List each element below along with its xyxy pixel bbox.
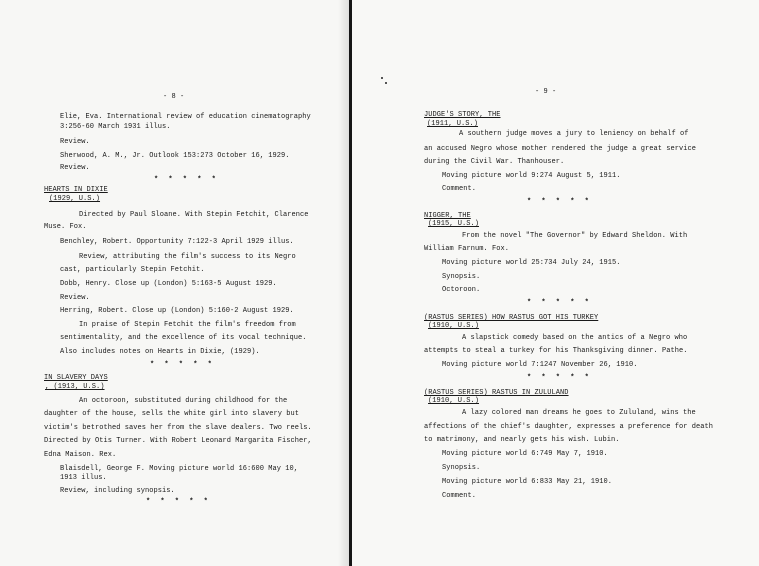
film-description: A lazy colored man dreams he goes to Zululand, wins the bbox=[462, 409, 696, 417]
citation-note: In praise of Stepin Fetchit the film's freedom from bbox=[79, 321, 296, 329]
film-title: JUDGE'S STORY, THE bbox=[424, 111, 501, 119]
film-title: HEARTS IN DIXIE bbox=[44, 186, 108, 194]
citation-line: Moving picture world 7:1247 November 26, 1910. bbox=[442, 361, 638, 369]
separator: * * * * * bbox=[150, 361, 215, 369]
film-description: victim's betrothed saves her from the slave dealers. Two reels. bbox=[44, 424, 312, 432]
citation-line: Moving picture world 9:274 August 5, 1911. bbox=[442, 172, 621, 180]
film-title: (RASTUS SERIES) RASTUS IN ZULULAND bbox=[424, 389, 569, 397]
film-year: (1915, U.S.) bbox=[428, 220, 480, 228]
film-credits: Muse. Fox. bbox=[44, 223, 87, 231]
right-page bbox=[352, 0, 759, 566]
film-description: during the Civil War. Thanhouser. bbox=[424, 158, 565, 166]
speck-mark bbox=[381, 77, 383, 79]
film-year: , (1913, U.S.) bbox=[45, 383, 105, 391]
citation-note: Comment. bbox=[442, 185, 477, 193]
film-description: to matrimony, and nearly gets his wish. Lubin. bbox=[424, 436, 620, 444]
citation-line: Blaisdell, George F. Moving picture world 16:600 May 10, bbox=[60, 465, 299, 473]
citation-note: sentimentality, and the excellence of its vocal technique. bbox=[60, 334, 307, 342]
page-edge-shadow bbox=[338, 0, 349, 566]
citation-line: Benchley, Robert. Opportunity 7:122-3 April 1929 illus. bbox=[60, 238, 294, 246]
citation-line: 3:256-60 March 1931 illus. bbox=[60, 123, 171, 131]
film-title: IN SLAVERY DAYS bbox=[44, 374, 108, 382]
film-description: A slapstick comedy based on the antics of a Negro who bbox=[462, 334, 688, 342]
citation-note: Octoroon. bbox=[442, 286, 481, 294]
film-description: affections of the chief's daughter, expresses a preference for death bbox=[424, 423, 714, 431]
citation-line: Moving picture world 25:734 July 24, 1915. bbox=[442, 259, 621, 267]
citation-line: Moving picture world 6:833 May 21, 1910. bbox=[442, 478, 613, 486]
separator: * * * * * bbox=[527, 198, 592, 206]
citation-note: Review. bbox=[60, 164, 90, 172]
film-credits: Directed by Paul Sloane. With Stepin Fetchit, Clarence bbox=[79, 211, 309, 219]
citation-note: Review, attributing the film's success to its Negro bbox=[79, 253, 296, 261]
citation-line: Dobb, Henry. Close up (London) 5:163-5 August 1929. bbox=[60, 280, 277, 288]
film-description: an accused Negro whose mother rendered the judge a great service bbox=[424, 145, 697, 153]
citation-note: Review, including synopsis. bbox=[60, 487, 175, 495]
citation-note: Synopsis. bbox=[442, 464, 481, 472]
separator: * * * * * bbox=[146, 498, 211, 506]
citation-line: Herring, Robert. Close up (London) 5:160-2 August 1929. bbox=[60, 307, 294, 315]
left-page bbox=[0, 0, 349, 566]
film-description: From the novel "The Governor" by Edward Sheldon. With bbox=[462, 232, 688, 240]
separator: * * * * * bbox=[154, 176, 219, 184]
citation-note: Synopsis. bbox=[442, 273, 481, 281]
citation-line: Elie, Eva. International review of education cinematography bbox=[60, 113, 311, 121]
page-number: - 9 - bbox=[535, 88, 557, 96]
film-year: (1910, U.S.) bbox=[428, 397, 480, 405]
film-title: (RASTUS SERIES) HOW RASTUS GOT HIS TURKEY bbox=[424, 314, 599, 322]
film-description: Directed by Otis Turner. With Robert Leonard Margarita Fischer, bbox=[44, 437, 312, 445]
page-number: - 8 - bbox=[163, 93, 185, 101]
film-year: (1929, U.S.) bbox=[49, 195, 101, 203]
film-description: attempts to steal a turkey for his Thanksgiving dinner. Pathe. bbox=[424, 347, 688, 355]
film-title: NIGGER, THE bbox=[424, 212, 471, 220]
speck-mark bbox=[385, 82, 387, 84]
citation-note: Comment. bbox=[442, 492, 477, 500]
separator: * * * * * bbox=[527, 374, 592, 382]
film-description: Edna Maison. Rex. bbox=[44, 451, 117, 459]
citation-line: Sherwood, A. M., Jr. Outlook 153:273 October 16, 1929. bbox=[60, 152, 290, 160]
citation-line: Moving picture world 6:749 May 7, 1910. bbox=[442, 450, 608, 458]
citation-note: Review. bbox=[60, 294, 90, 302]
citation-line: 1913 illus. bbox=[60, 474, 107, 482]
film-description: daughter of the house, sells the white girl into slavery but bbox=[44, 410, 300, 418]
film-description: A southern judge moves a jury to leniency on behalf of bbox=[459, 130, 689, 138]
film-year: (1911, U.S.) bbox=[427, 120, 479, 128]
separator: * * * * * bbox=[527, 299, 592, 307]
citation-note: Also includes notes on Hearts in Dixie, (1929). bbox=[60, 348, 260, 356]
citation-note: Review. bbox=[60, 138, 90, 146]
citation-note: cast, particularly Stepin Fetchit. bbox=[60, 266, 205, 274]
film-description: An octoroon, substituted during childhood for the bbox=[79, 397, 288, 405]
film-description: William Farnum. Fox. bbox=[424, 245, 510, 253]
film-year: (1910, U.S.) bbox=[428, 322, 480, 330]
